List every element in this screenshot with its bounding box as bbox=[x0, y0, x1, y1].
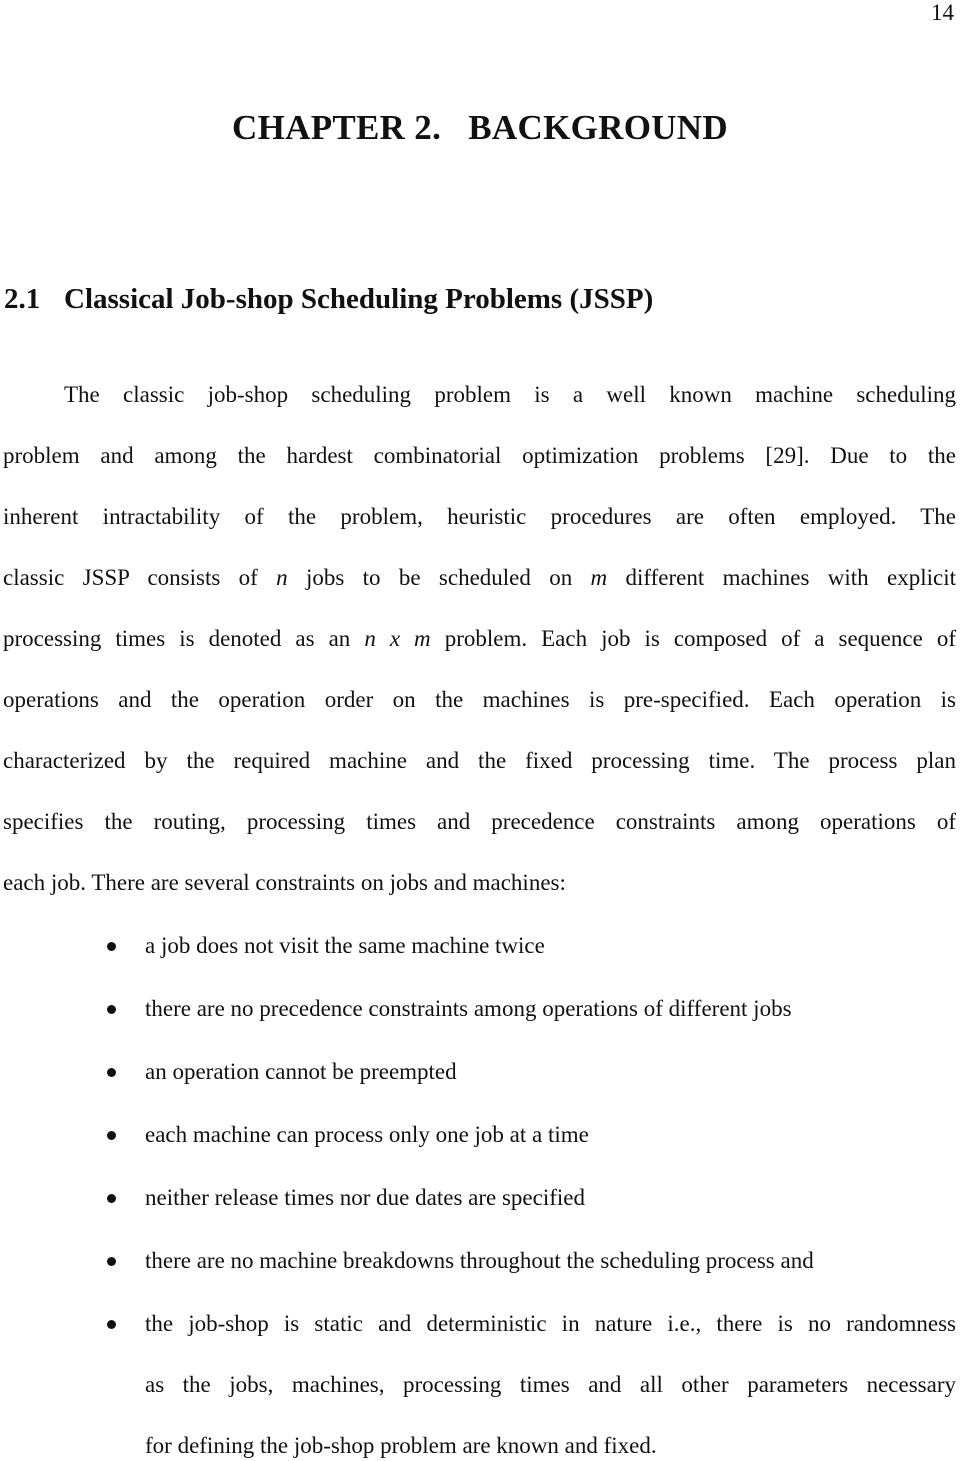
list-item-text: each machine can process only one job at a time bbox=[145, 1122, 589, 1147]
list-item-text: the job-shop is static and deterministic in nature i.e., there is no randomness bbox=[145, 1311, 956, 1336]
list-item-text: there are no precedence constraints among operations of different jobs bbox=[145, 996, 792, 1021]
paragraph-line: The classic job-shop scheduling problem is a well known machine scheduling bbox=[64, 382, 956, 407]
paragraph-line: operations and the operation order on the machines is pre-specified. Each operation is bbox=[3, 687, 956, 712]
variable-n-x-m: n x m bbox=[364, 626, 431, 651]
text-run: problem. Each job is composed of a sequence of bbox=[430, 626, 956, 651]
paragraph-line bbox=[3, 563, 956, 593]
list-item-text: an operation cannot be preempted bbox=[145, 1059, 457, 1084]
paragraph-line bbox=[3, 624, 956, 654]
text-run: classic JSSP consists of bbox=[3, 565, 277, 590]
bullet-icon bbox=[107, 1320, 116, 1329]
paragraph-line: characterized by the required machine and the fixed processing time. The process plan bbox=[3, 748, 956, 773]
paragraph-line: specifies the routing, processing times and precedence constraints among operations of bbox=[3, 809, 956, 834]
section-number: 2.1 bbox=[4, 283, 41, 315]
text-run: jobs to be scheduled on bbox=[287, 565, 591, 590]
bullet-icon bbox=[107, 1005, 116, 1014]
bullet-icon bbox=[107, 1257, 116, 1266]
list-item-continuation: for defining the job-shop problem are known and fixed. bbox=[145, 1433, 657, 1458]
section-heading bbox=[4, 281, 653, 317]
chapter-title: CHAPTER 2. BACKGROUND bbox=[232, 108, 728, 147]
text-run: different machines with explicit bbox=[607, 565, 956, 590]
list-item-continuation: as the jobs, machines, processing times and all other parameters necessary bbox=[145, 1372, 956, 1397]
paragraph-line: inherent intractability of the problem, heuristic procedures are often employed. The bbox=[3, 504, 956, 529]
list-item-text: neither release times nor due dates are specified bbox=[145, 1185, 585, 1210]
bullet-icon bbox=[107, 1131, 116, 1140]
text-run: processing times is denoted as an bbox=[3, 626, 365, 651]
bullet-icon bbox=[107, 1194, 116, 1203]
bullet-icon bbox=[107, 1068, 116, 1077]
page-number: 14 bbox=[931, 0, 954, 25]
variable-n: n bbox=[276, 565, 288, 590]
bullet-icon bbox=[107, 942, 116, 951]
section-title: Classical Job-shop Scheduling Problems (JSSP) bbox=[64, 283, 654, 315]
paragraph-line: each job. There are several constraints on jobs and machines: bbox=[3, 870, 566, 895]
list-item-text: there are no machine breakdowns throughout the scheduling process and bbox=[145, 1248, 814, 1273]
paragraph-line: problem and among the hardest combinatorial optimization problems [29]. Due to the bbox=[3, 443, 956, 468]
list-item-text: a job does not visit the same machine twice bbox=[145, 933, 545, 958]
variable-m: m bbox=[590, 565, 608, 590]
